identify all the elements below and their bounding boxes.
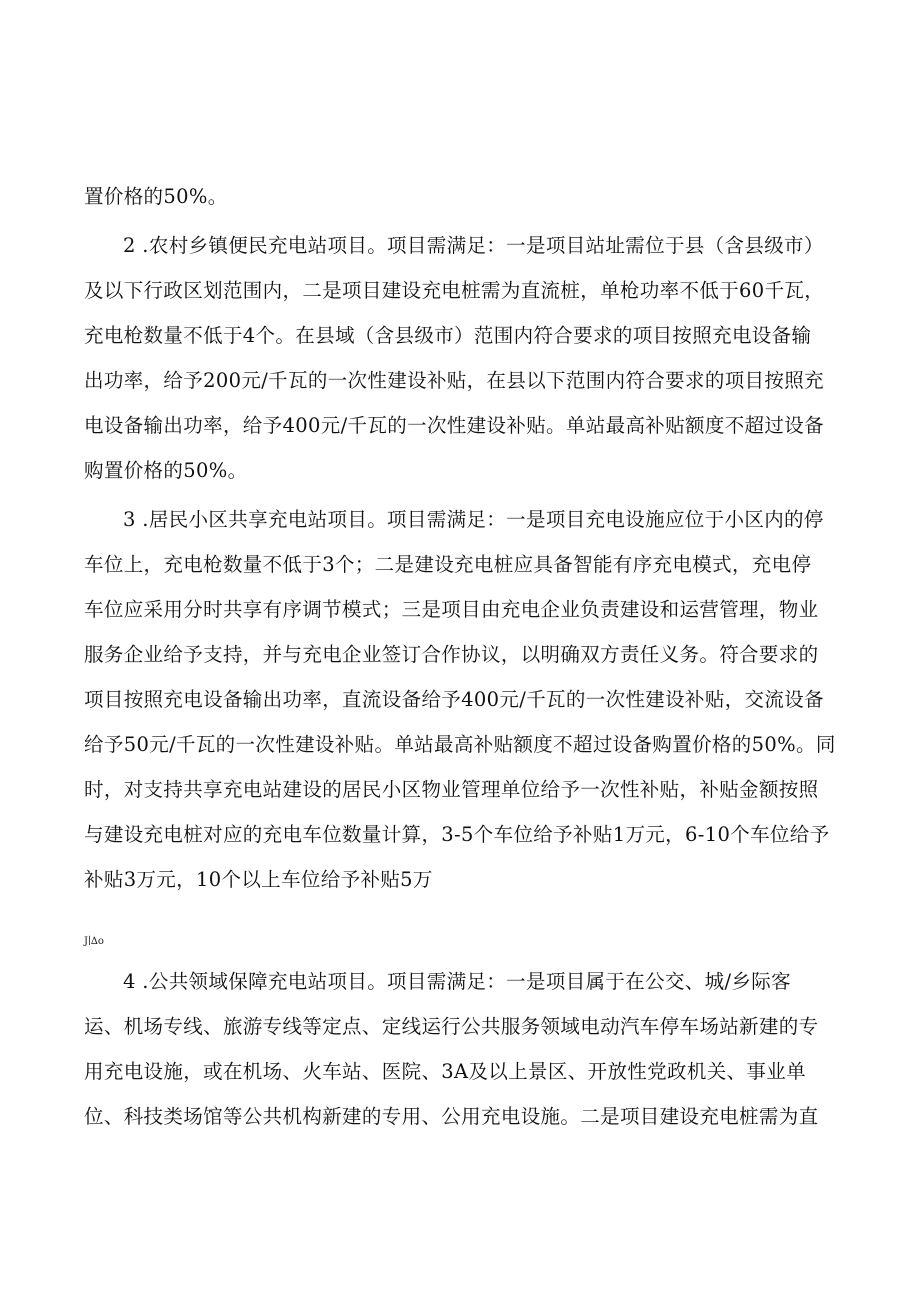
paragraph-line: 4 .公共领域保障充电站项目。项目需满足：一是项目属于在公交、城/乡际客 xyxy=(123,970,791,993)
paragraph-line: 时，对支持共享充电站建设的居民小区物业管理单位给予一次性补贴，补贴金额按照 xyxy=(84,778,819,801)
paragraph-line: 2 .农村乡镇便民充电站项目。项目需满足：一是项目站址需位于县（含县级市） xyxy=(123,234,824,257)
paragraph-line: 车位应采用分时共享有序调节模式；三是项目由充电企业负责建设和运营管理，物业 xyxy=(84,598,819,621)
paragraph-line: 位、科技类场馆等公共机构新建的专用、公用充电设施。二是项目建设充电桩需为直 xyxy=(84,1105,819,1128)
paragraph-line: 充电枪数量不低于4个。在县域（含县级市）范围内符合要求的项目按照充电设备输 xyxy=(84,324,812,347)
paragraph-line: 车位上，充电枪数量不低于3个；二是建设充电桩应具备智能有序充电模式，充电停 xyxy=(84,553,812,576)
paragraph-line: 电设备输出功率，给予400元/千瓦的一次性建设补贴。单站最高补贴额度不超过设备 xyxy=(84,414,824,437)
paragraph-line: 补贴3万元，10个以上车位给予补贴5万 xyxy=(84,868,433,891)
paragraph-line: 运、机场专线、旅游专线等定点、定线运行公共服务领域电动汽车停车场站新建的专 xyxy=(84,1015,819,1038)
paragraph-line: 出功率，给予200元/千瓦的一次性建设补贴，在县以下范围内符合要求的项目按照充 xyxy=(84,369,824,392)
paragraph-line: 服务企业给予支持，并与充电企业签订合作协议，以明确双方责任义务。符合要求的 xyxy=(84,643,819,666)
paragraph-line: 置价格的50%。 xyxy=(84,185,228,208)
paragraph-line: 3 .居民小区共享充电站项目。项目需满足：一是项目充电设施应位于小区内的停 xyxy=(123,508,824,531)
text-fragment: J∣∆o xyxy=(84,936,104,947)
paragraph-line: 用充电设施，或在机场、火车站、医院、3A及以上景区、开放性党政机关、事业单 xyxy=(84,1060,806,1083)
paragraph-line: 给予50元/千瓦的一次性建设补贴。单站最高补贴额度不超过设备购置价格的50%。同 xyxy=(84,733,836,756)
paragraph-line: 与建设充电桩对应的充电车位数量计算，3-5个车位给予补贴1万元，6-10个车位给予 xyxy=(84,823,830,846)
paragraph-line: 项目按照充电设备输出功率，直流设备给予400元/千瓦的一次性建设补贴，交流设备 xyxy=(84,688,824,711)
paragraph-line: 及以下行政区划范围内，二是项目建设充电桩需为直流桩，单枪功率不低于60千瓦， xyxy=(84,279,825,302)
paragraph-line: 购置价格的50%。 xyxy=(84,459,248,482)
